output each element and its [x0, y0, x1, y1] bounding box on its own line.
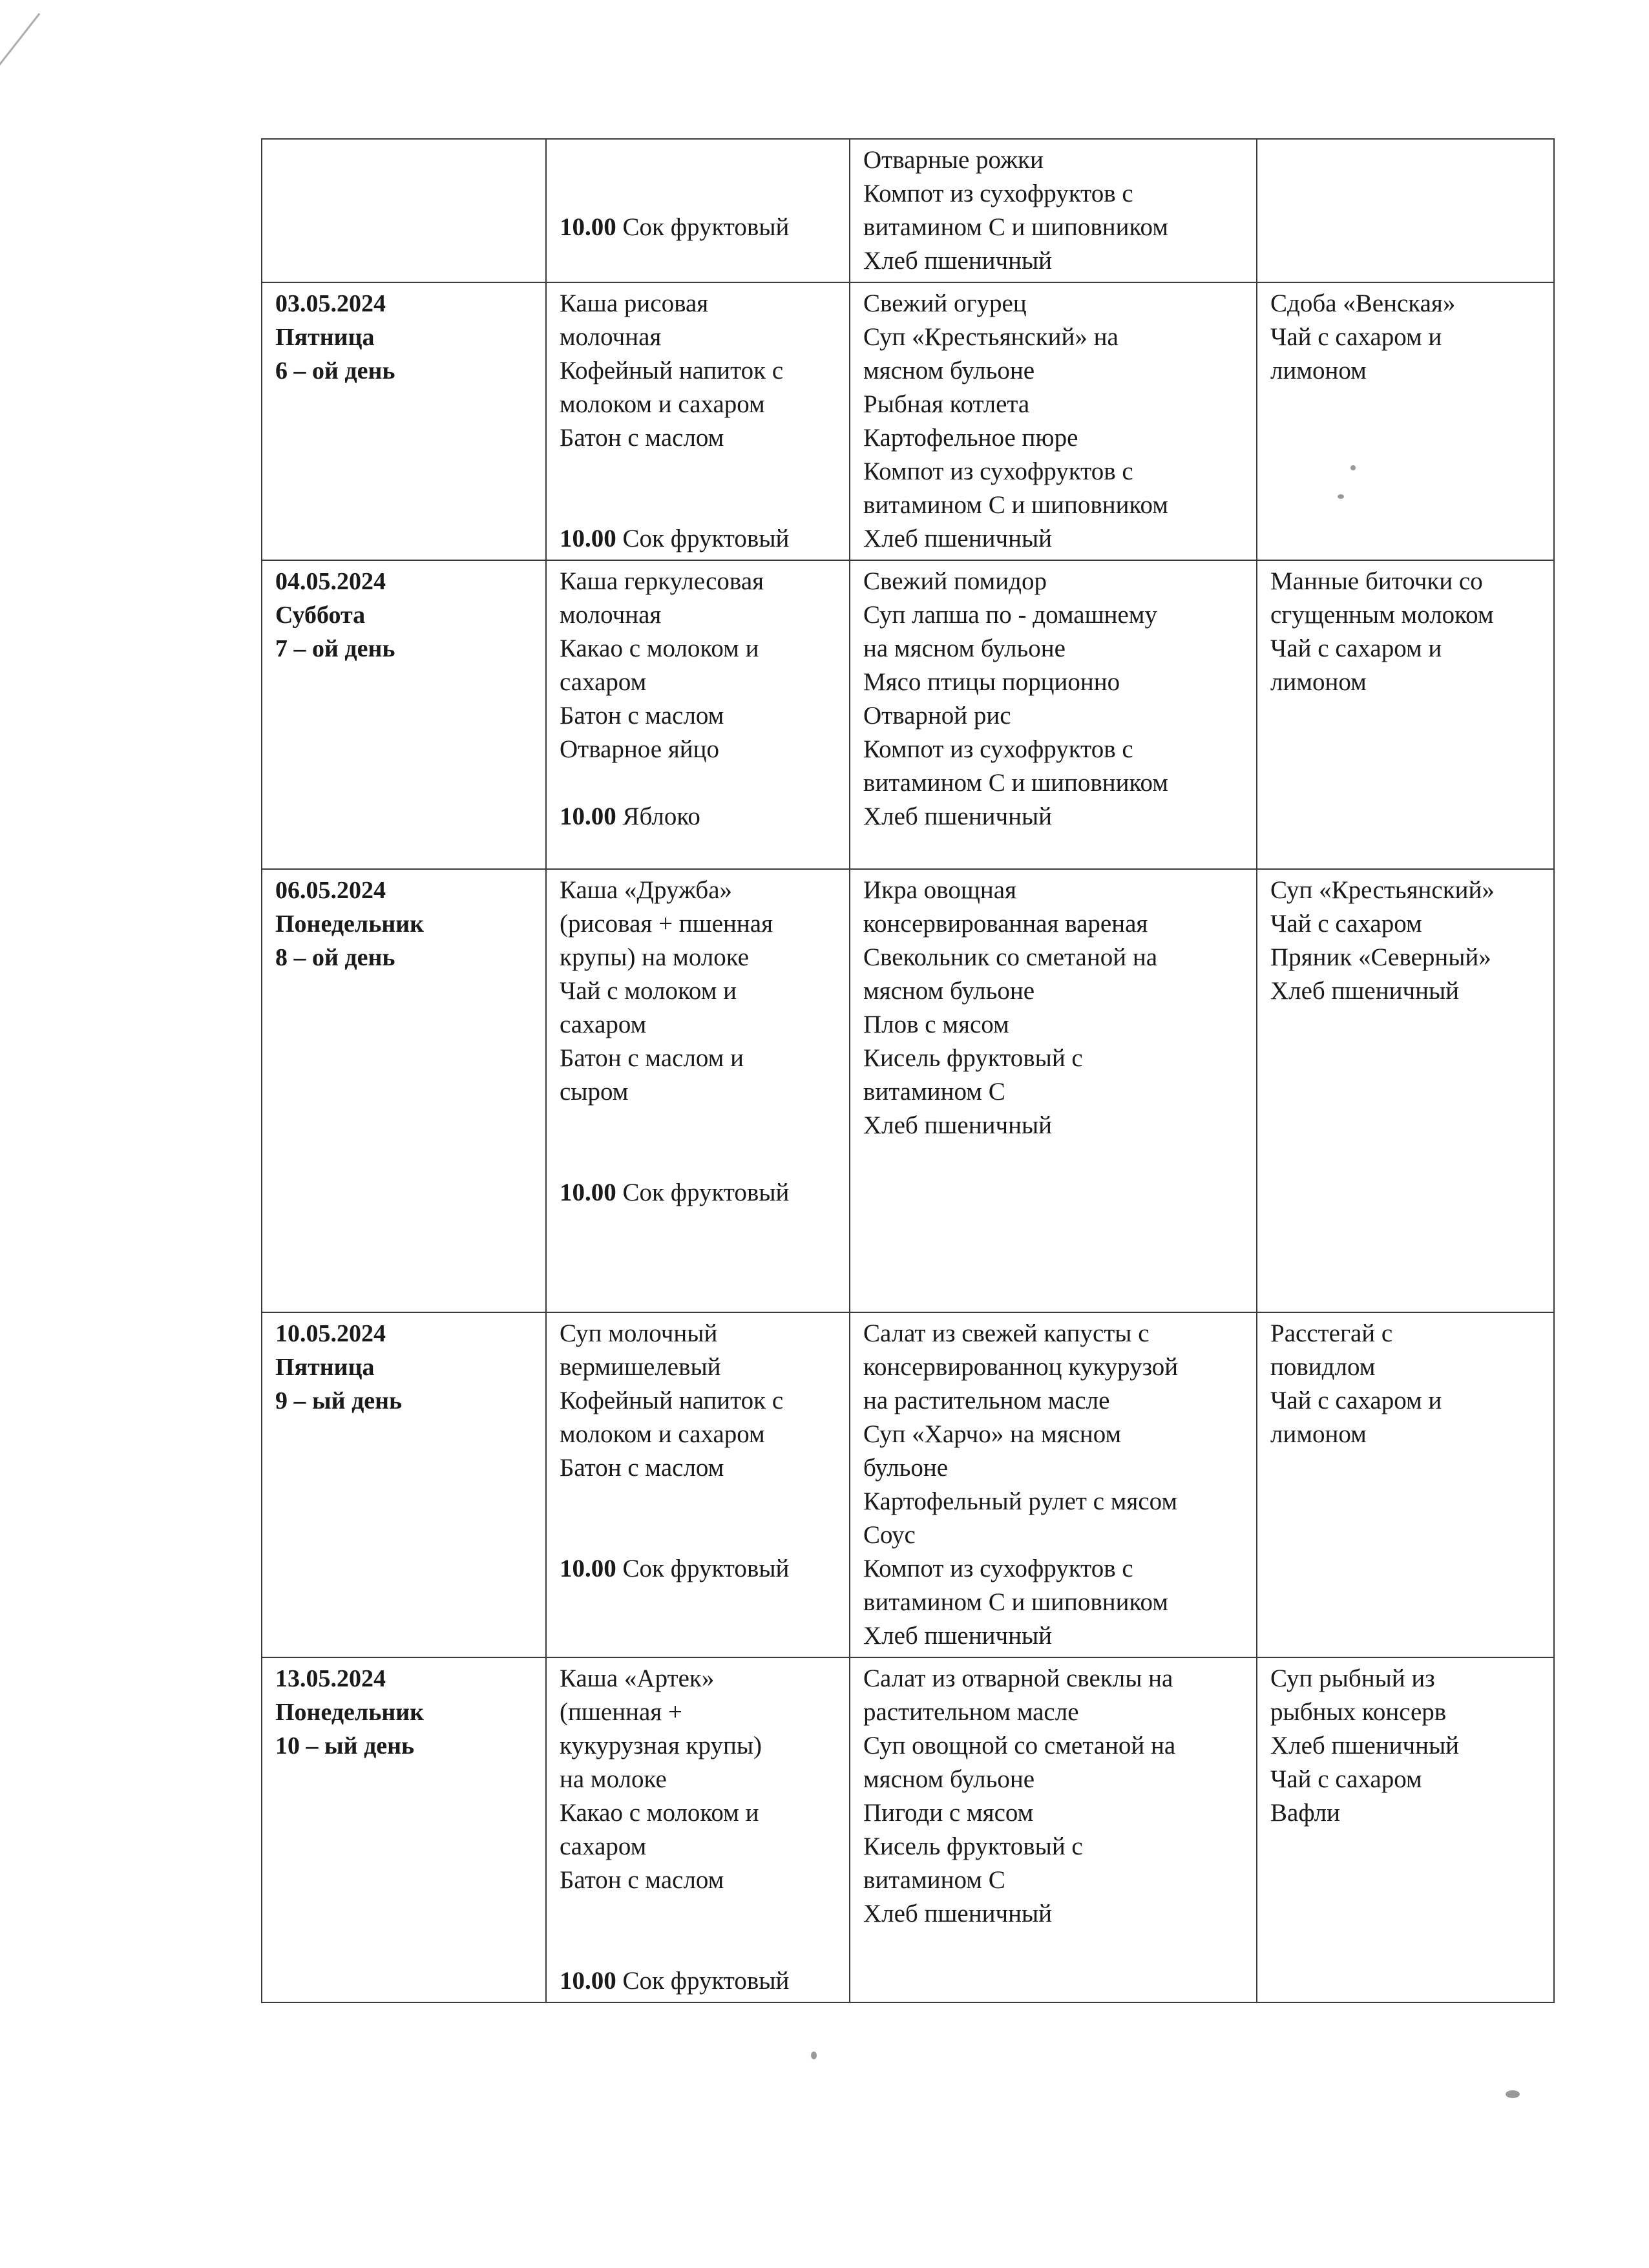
table-row — [262, 282, 1554, 560]
weekday: Понедельник — [275, 910, 425, 938]
table-row — [262, 139, 1554, 282]
dinner-cell: Сдоба «Венская» Чай с сахаром и лимоном — [1257, 282, 1554, 560]
breakfast-cell: Каша рисовая молочная Кофейный напиток с молоком и сахаром Батон с маслом 10.00 Сок фруктовый — [546, 282, 850, 560]
table-row — [262, 1312, 1554, 1657]
day-cell — [262, 282, 546, 560]
table-row — [262, 1657, 1554, 2002]
lunch-cell: Икра овощная консервированная вареная Свекольник со сметаной на мясном бульоне Плов с мясом Кисель фруктовый с витамином С Хлеб пшеничный — [850, 869, 1257, 1312]
menu-table — [261, 138, 1555, 2003]
scan-speck — [1350, 465, 1356, 470]
weekday: Пятница — [275, 1354, 375, 1381]
date: 03.05.2024 — [275, 290, 386, 317]
scan-speck — [811, 2052, 817, 2059]
snack-line: 10.00 Сок фруктовый — [560, 1967, 790, 1995]
date: 13.05.2024 — [275, 1665, 386, 1692]
day-number: 6 – ой день — [275, 357, 395, 384]
day-number: 10 – ый день — [275, 1732, 415, 1759]
day-number: 9 – ый день — [275, 1387, 403, 1414]
lunch-cell: Салат из свежей капусты с консервированноц кукурузой на растительном масле Суп «Харчо» на мясном бульоне Картофельный рулет с мясом Соус Компот из сухофруктов с витамином С и шиповником Хлеб пшеничный — [850, 1312, 1257, 1657]
lunch-cell: Отварные рожки Компот из сухофруктов с витамином С и шиповником Хлеб пшеничный — [850, 139, 1257, 282]
lunch-cell: Салат из отварной свеклы на растительном масле Суп овощной со сметаной на мясном бульоне Пигоди с мясом Кисель фруктовый с витамином С Хлеб пшеничный — [850, 1657, 1257, 2002]
snack-line: 10.00 Сок фруктовый — [560, 1555, 790, 1582]
scan-speck — [1338, 494, 1344, 499]
weekday: Пятница — [275, 324, 375, 351]
day-cell — [262, 869, 546, 1312]
dinner-cell: Расстегай с повидлом Чай с сахаром и лимоном — [1257, 1312, 1554, 1657]
day-number: 7 – ой день — [275, 635, 395, 662]
date: 10.05.2024 — [275, 1320, 386, 1347]
dinner-cell: Манные биточки со сгущенным молоком Чай с сахаром и лимоном — [1257, 560, 1554, 869]
breakfast-cell: Каша «Дружба» (рисовая + пшенная крупы) на молоке Чай с молоком и сахаром Батон с маслом и сыром 10.00 Сок фруктовый — [546, 869, 850, 1312]
dinner-cell — [1257, 139, 1554, 282]
lunch-cell: Свежий огурец Суп «Крестьянский» на мясном бульоне Рыбная котлета Картофельное пюре Компот из сухофруктов с витамином С и шиповником Хлеб пшеничный — [850, 282, 1257, 560]
date: 04.05.2024 — [275, 568, 386, 595]
snack-line: 10.00 Сок фруктовый — [560, 525, 790, 552]
scan-speck — [1506, 2090, 1520, 2098]
snack-line: 10.00 Сок фруктовый — [560, 213, 790, 241]
dinner-cell: Суп «Крестьянский» Чай с сахаром Пряник «Северный» Хлеб пшеничный — [1257, 869, 1554, 1312]
weekday: Понедельник — [275, 1699, 425, 1726]
day-number: 8 – ой день — [275, 944, 395, 971]
dinner-cell: Суп рыбный из рыбных консерв Хлеб пшеничный Чай с сахаром Вафли — [1257, 1657, 1554, 2002]
date: 06.05.2024 — [275, 877, 386, 904]
table-row — [262, 560, 1554, 869]
breakfast-cell: Суп молочный вермишелевый Кофейный напиток с молоком и сахаром Батон с маслом 10.00 Сок фруктовый — [546, 1312, 850, 1657]
lunch-cell: Свежий помидор Суп лапша по - домашнему на мясном бульоне Мясо птицы порционно Отварной рис Компот из сухофруктов с витамином С и шиповником Хлеб пшеничный — [850, 560, 1257, 869]
weekday: Суббота — [275, 602, 366, 629]
day-cell — [262, 139, 546, 282]
table-row — [262, 869, 1554, 1312]
breakfast-cell — [546, 139, 850, 282]
breakfast-cell: Каша «Артек» (пшенная + кукурузная крупы) на молоке Какао с молоком и сахаром Батон с маслом 10.00 Сок фруктовый — [546, 1657, 850, 2002]
snack-line: 10.00 Яблоко — [560, 803, 700, 830]
day-cell — [262, 1657, 546, 2002]
scanned-page-fold — [0, 13, 173, 240]
snack-line: 10.00 Сок фруктовый — [560, 1179, 790, 1206]
day-cell — [262, 560, 546, 869]
breakfast-cell: Каша геркулесовая молочная Какао с молоком и сахаром Батон с маслом Отварное яйцо 10.00 Яблоко — [546, 560, 850, 869]
day-cell — [262, 1312, 546, 1657]
